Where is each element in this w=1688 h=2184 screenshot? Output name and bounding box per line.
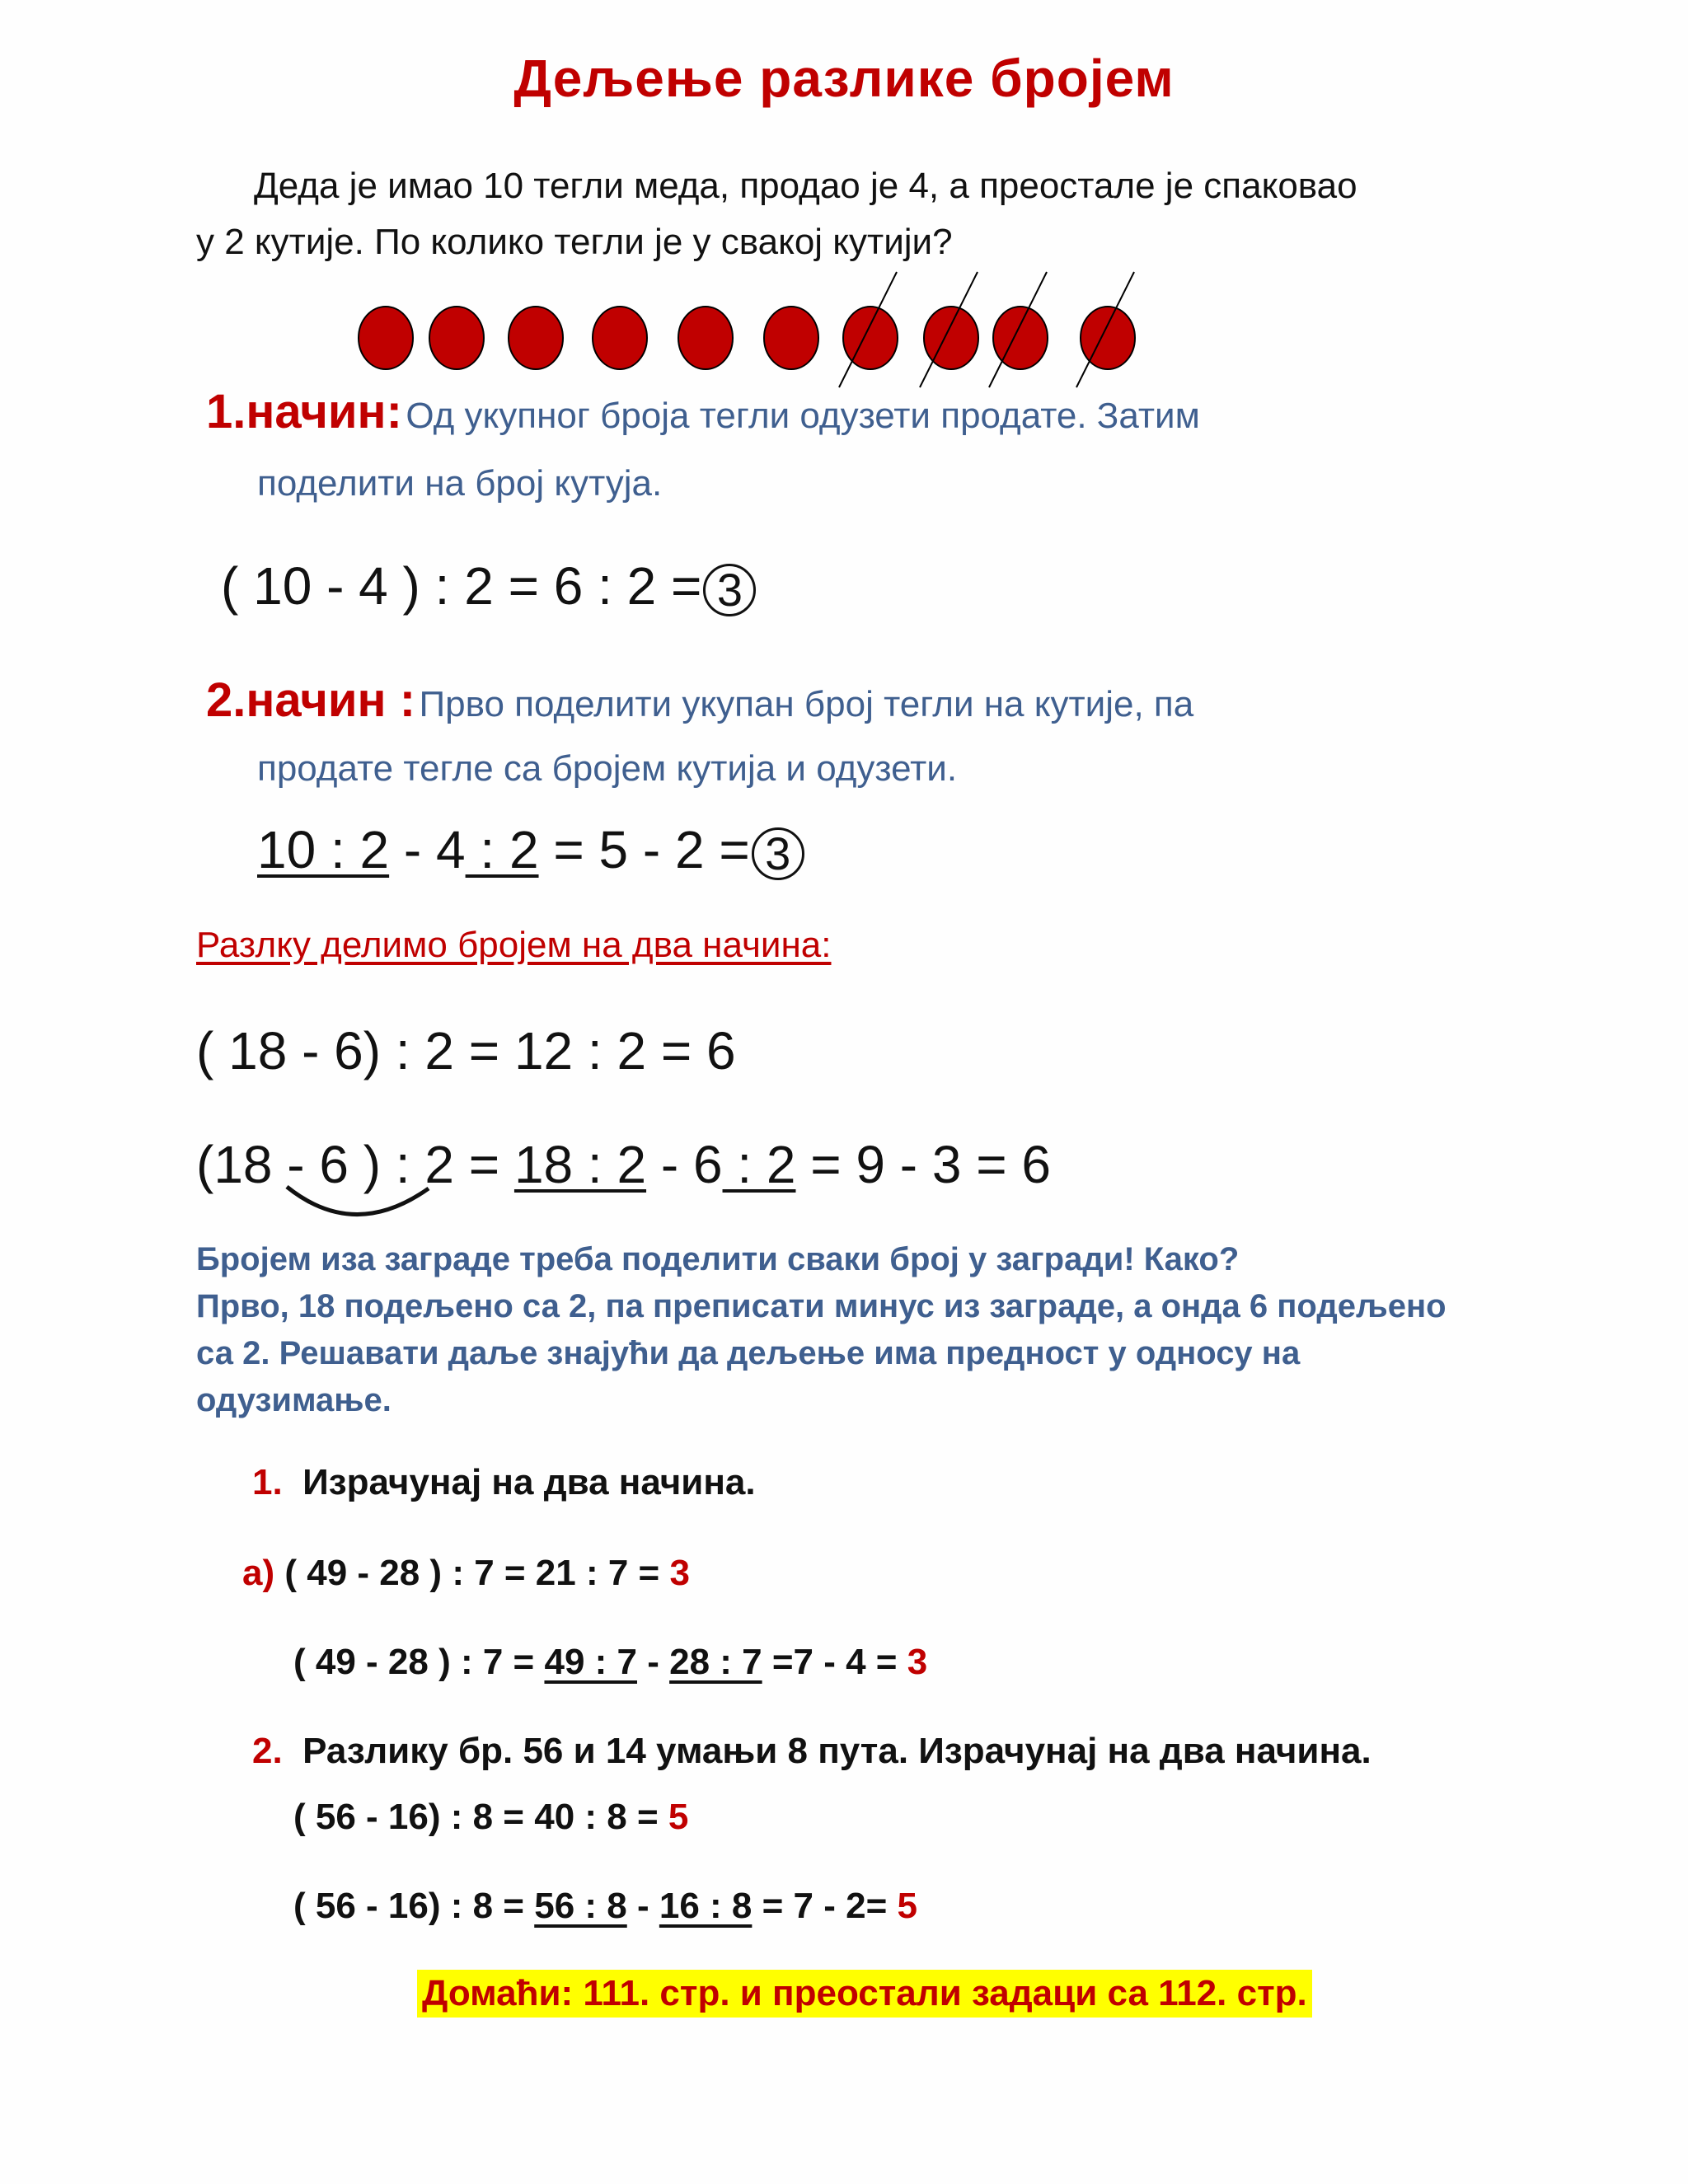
explanation xyxy=(196,1236,1548,1424)
exercise-2-b-part-5: = 7 - 2= xyxy=(752,1886,898,1926)
exercise-1-a-equation: ( 49 - 28 ) : 7 = 21 : 7 = xyxy=(274,1553,670,1593)
subheading: Разлку делимо бројем на два начина: xyxy=(196,925,832,965)
exercise-2-b-part-1: ( 56 - 16) : 8 = xyxy=(293,1886,535,1926)
exercise-1-heading xyxy=(252,1462,756,1503)
exercise-2-a xyxy=(293,1797,688,1838)
exercise-2-heading xyxy=(252,1731,1372,1772)
exercise-1-b-part-5: =7 - 4 = xyxy=(762,1642,907,1682)
jar-icon xyxy=(924,307,978,369)
example-2-part-4: : 2 xyxy=(722,1135,796,1194)
exercise-2-a-answer: 5 xyxy=(668,1797,689,1837)
explanation-line-3: са 2. Решавати даље знајући да дељење има предност у односу на xyxy=(196,1335,1301,1371)
word-problem-line-2: у 2 кутије. По колико тегли је у свакој кутији? xyxy=(196,222,953,262)
exercise-1-b-part-3: - xyxy=(636,1642,670,1682)
exercise-2-b xyxy=(293,1886,917,1927)
method-1-answer-circled: 3 xyxy=(703,564,756,616)
exercise-2-b-part-3: - xyxy=(626,1886,659,1926)
jar-icon xyxy=(509,307,563,369)
method-2-answer-circled: 3 xyxy=(752,827,804,880)
exercise-1-text: Израчунај на два начина. xyxy=(302,1462,756,1502)
method-2-equation xyxy=(257,819,804,880)
jar-icon xyxy=(764,307,818,369)
homework-note: Домаћи: 111. стр. и преостали задаци са 112. стр. xyxy=(417,1970,1312,2018)
method-2-eq-part-c: : 2 xyxy=(465,820,539,879)
exercise-1-b-part-2: 49 : 7 xyxy=(544,1642,637,1682)
method-2-label: 2.начин : xyxy=(206,673,416,727)
example-1-equation: ( 18 - 6) : 2 = 12 : 2 = 6 xyxy=(196,1021,736,1080)
exercise-1-b xyxy=(293,1642,927,1683)
exercise-2-b-answer: 5 xyxy=(897,1886,917,1926)
method-1-label: 1.начин: xyxy=(206,385,402,438)
jar-icon xyxy=(993,307,1048,369)
method-2-eq-part-d: = 5 - 2 = xyxy=(538,820,750,879)
example-2-part-3: - 6 xyxy=(646,1135,723,1194)
method-1-text-2: поделити на број кутуја. xyxy=(257,463,663,504)
exercise-1-a xyxy=(242,1553,690,1594)
method-2-text-2: продате тегле са бројем кутија и одузети. xyxy=(257,748,958,789)
jar-icon xyxy=(843,307,898,369)
exercise-1-b-part-1: ( 49 - 28 ) : 7 = xyxy=(293,1642,545,1682)
example-2-part-5: = 9 - 3 = 6 xyxy=(795,1135,1051,1194)
page-title: Дељење разлике бројем xyxy=(513,49,1175,108)
jar-icon xyxy=(1081,307,1135,369)
jar-icon xyxy=(359,307,413,369)
exercise-2-b-part-4: 16 : 8 xyxy=(659,1886,753,1926)
example-2-part-1: (18 - 6 ) : 2 = xyxy=(196,1135,514,1194)
jar-icon xyxy=(429,307,484,369)
method-1-equation xyxy=(221,555,756,616)
distribution-arc xyxy=(280,1183,445,1233)
method-2-eq-part-b: - 4 xyxy=(389,820,466,879)
exercise-2-text: Разлику бр. 56 и 14 умањи 8 пута. Израчунај на два начина. xyxy=(302,1731,1372,1771)
method-2-text-1: Прво поделити укупан број тегли на кутије, па xyxy=(419,684,1194,724)
jar-icon xyxy=(593,307,647,369)
exercise-1-a-label: а) xyxy=(242,1553,275,1593)
method-1-text-1: Од укупног броја тегли одузети продате. Затим xyxy=(406,396,1200,436)
exercise-2-a-equation: ( 56 - 16) : 8 = 40 : 8 = xyxy=(293,1797,668,1837)
exercise-1-number: 1. xyxy=(252,1462,283,1502)
explanation-line-1: Бројем иза заграде треба поделити сваки број у загради! Како? xyxy=(196,1241,1240,1277)
jar-icon xyxy=(678,307,733,369)
exercise-1-b-answer: 3 xyxy=(907,1642,928,1682)
explanation-line-4: одузимање. xyxy=(196,1382,392,1418)
exercise-1-b-part-4: 28 : 7 xyxy=(669,1642,762,1682)
word-problem-line-1: Деда је имао 10 тегли меда, продао је 4, а преостале је спаковао xyxy=(254,166,1357,206)
explanation-line-2: Прво, 18 подељено са 2, па преписати минус из заграде, а онда 6 подељено xyxy=(196,1288,1447,1324)
example-2-part-2: 18 : 2 xyxy=(513,1135,647,1194)
method-2-eq-part-a: 10 : 2 xyxy=(257,820,390,879)
exercise-2-b-part-2: 56 : 8 xyxy=(534,1886,627,1926)
exercise-2-number: 2. xyxy=(252,1731,283,1771)
exercise-1-a-answer: 3 xyxy=(669,1553,690,1593)
method-2-heading xyxy=(206,673,1193,728)
method-1-equation-text: ( 10 - 4 ) : 2 = 6 : 2 = xyxy=(221,556,702,616)
method-1-heading xyxy=(206,384,1200,439)
jars-illustration xyxy=(0,0,1688,412)
